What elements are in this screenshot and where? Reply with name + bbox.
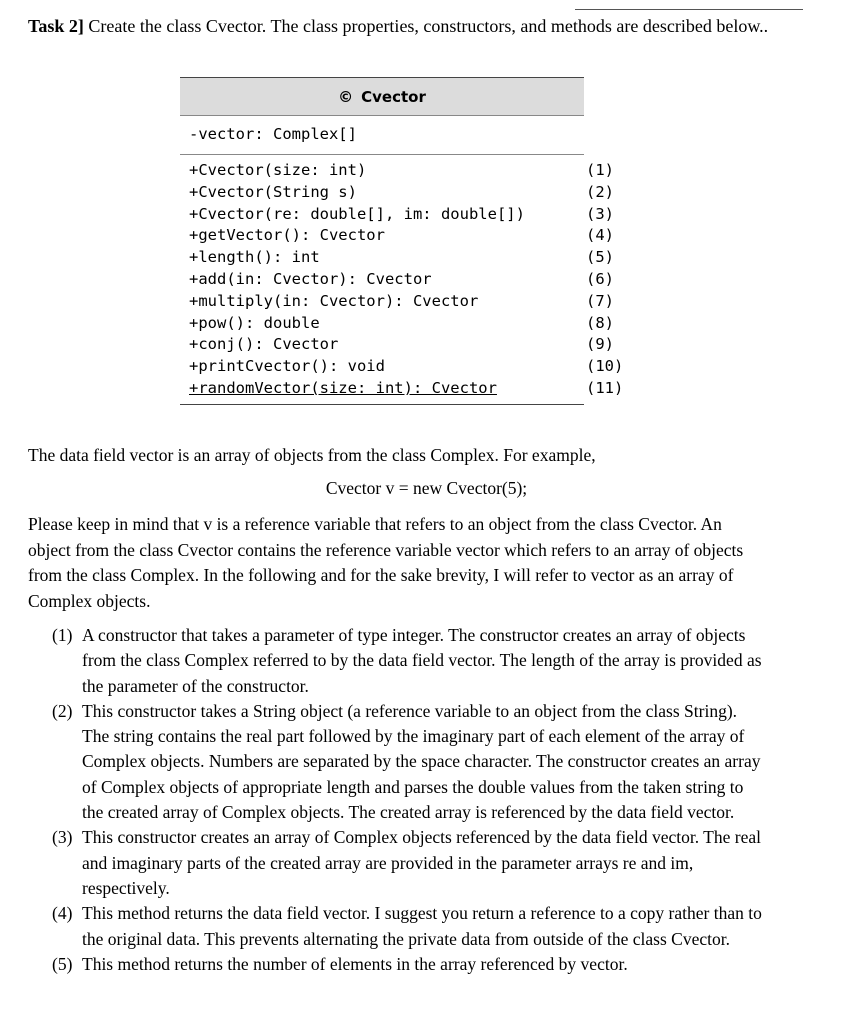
list-item-number: (5) — [52, 953, 73, 974]
list-item — [52, 825, 812, 901]
uml-method-row — [189, 160, 614, 182]
uml-method-row — [189, 334, 614, 356]
method-number: (7) — [586, 291, 614, 310]
uml-method-row — [189, 182, 614, 204]
uml-method-row — [189, 356, 624, 378]
uml-method-row — [189, 247, 614, 269]
method-number: (2) — [586, 182, 614, 201]
method-signature: +Cvector(re: double[], im: double[]) — [189, 204, 525, 223]
task-label: Task 2] — [28, 16, 84, 36]
uml-method-row — [189, 378, 624, 400]
list-item-number: (4) — [52, 903, 73, 924]
list-item-line: the original data. This prevents alternating the private data from outside of the class Cvector. — [82, 928, 730, 949]
list-item — [52, 699, 812, 825]
method-signature: +multiply(in: Cvector): Cvector — [189, 291, 479, 310]
list-item-line: from the class Complex referred to by the data field vector. The length of the array is provided as — [82, 650, 762, 671]
method-number: (6) — [586, 269, 614, 288]
uml-methods-section — [180, 155, 624, 405]
task-heading — [28, 16, 768, 37]
method-number: (8) — [586, 313, 614, 332]
list-item — [52, 623, 812, 699]
description-list — [52, 623, 812, 977]
method-number: (9) — [586, 335, 614, 354]
method-signature: +conj(): Cvector — [189, 335, 339, 354]
method-signature: +length(): int — [189, 248, 320, 267]
note-line: Please keep in mind that v is a reference variable that refers to an object from the class Cvector. An — [28, 514, 722, 534]
list-item-line: Complex objects. Numbers are separated by the space character. The constructor creates an array — [82, 751, 761, 772]
method-signature: +printCvector(): void — [189, 357, 385, 376]
note-paragraph — [28, 512, 743, 614]
method-signature-static: +randomVector(size: int): Cvector — [189, 378, 497, 397]
list-item-line: This method returns the number of elements in the array referenced by vector. — [82, 953, 628, 974]
list-item — [52, 952, 812, 977]
class-icon: © — [338, 87, 354, 106]
list-item-line: the parameter of the constructor. — [82, 675, 309, 696]
example-code-line: Cvector v = new Cvector(5); — [325, 478, 528, 498]
method-number: (10) — [586, 357, 624, 376]
note-line: object from the class Cvector contains the reference variable vector which refers to an array of objects — [28, 539, 744, 560]
method-number: (4) — [586, 226, 614, 245]
uml-class-header — [180, 77, 584, 116]
list-item-line: This constructor creates an array of Complex objects referenced by the data field vector. The real — [82, 827, 761, 848]
list-item-number: (1) — [52, 625, 73, 645]
method-signature: +pow(): double — [189, 313, 320, 332]
method-signature: +Cvector(String s) — [189, 182, 357, 201]
method-signature: +add(in: Cvector): Cvector — [189, 269, 432, 288]
list-item-line: This method returns the data field vector. I suggest you return a reference to a copy rather than to — [82, 903, 762, 924]
method-signature: +getVector(): Cvector — [189, 226, 385, 245]
list-item — [52, 901, 812, 952]
list-item-line: A constructor that takes a parameter of type integer. The constructor creates an array of objects — [82, 625, 746, 645]
list-item-line: and imaginary parts of the created array are provided in the parameter arrays re and im, — [82, 852, 694, 873]
uml-fields-section — [180, 116, 584, 155]
list-item-line: The string contains the real part followed by the imaginary part of each element of the array of — [82, 726, 745, 747]
method-signature: +Cvector(size: int) — [189, 161, 367, 179]
list-item-line: the created array of Complex objects. The created array is referenced by the data field vector. — [82, 802, 735, 823]
method-number: (5) — [586, 248, 614, 267]
uml-method-row — [189, 313, 614, 335]
uml-method-row — [189, 269, 614, 291]
method-number: (11) — [586, 378, 624, 397]
list-item-number: (2) — [52, 700, 73, 721]
intro-paragraph: The data field vector is an array of objects from the class Complex. For example, — [28, 445, 596, 465]
note-line: Complex objects. — [28, 590, 151, 611]
uml-field: -vector: Complex[] — [189, 125, 357, 143]
uml-method-row — [189, 204, 614, 226]
method-number: (1) — [586, 161, 614, 179]
method-number: (3) — [586, 204, 614, 223]
task-text: Create the class Cvector. The class properties, constructors, and methods are described below.. — [88, 16, 769, 36]
uml-class-diagram — [180, 77, 624, 405]
uml-method-row — [189, 291, 614, 313]
top-rule — [575, 9, 803, 10]
list-item-number: (3) — [52, 827, 73, 848]
list-item-line: of Complex objects of appropriate length and parses the double values from the taken string to — [82, 776, 744, 797]
uml-method-row — [189, 225, 614, 247]
note-line: from the class Complex. In the following and for the sake brevity, I will refer to vector as an array of — [28, 565, 734, 585]
list-item-line: This constructor takes a String object (a reference variable to an object from the class String). — [82, 700, 738, 721]
uml-class-name: Cvector — [361, 87, 426, 106]
list-item-line: respectively. — [82, 877, 170, 898]
